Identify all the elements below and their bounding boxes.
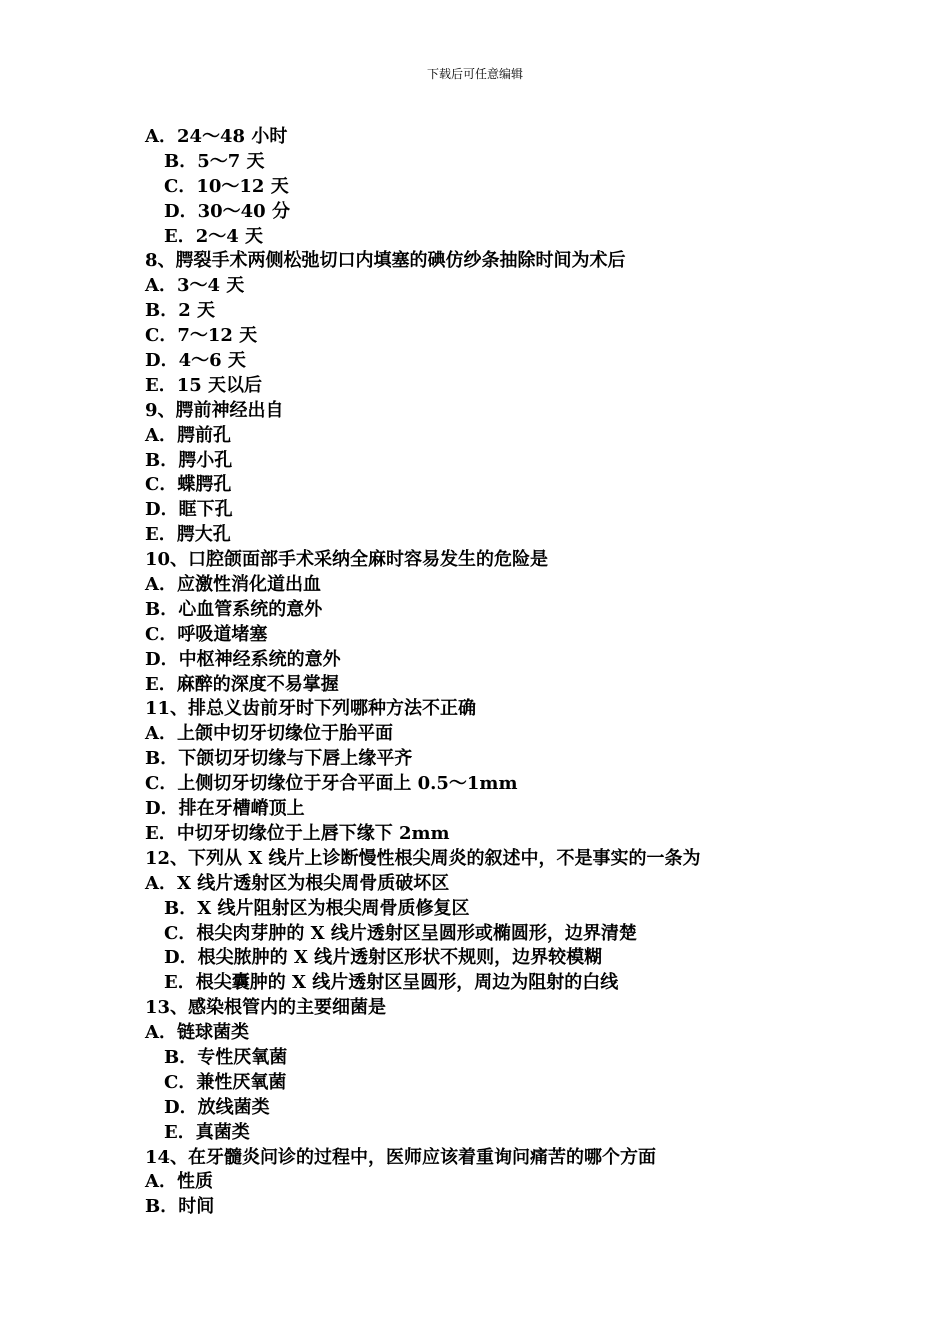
question-text: 11、排总义齿前牙时下列哪种方法不正确 <box>145 698 477 720</box>
answer-option: E．腭大孔 <box>145 524 231 546</box>
answer-option: A．3～4 天 <box>145 275 245 297</box>
answer-option: B．时间 <box>145 1196 215 1218</box>
answer-option: D．根尖脓肿的 X 线片透射区形状不规则，边界较模糊 <box>164 947 603 969</box>
answer-option: A．应激性消化道出血 <box>145 574 321 596</box>
answer-option: B．2 天 <box>145 300 216 322</box>
answer-option: D．放线菌类 <box>164 1096 270 1118</box>
answer-option: C．上侧切牙切缘位于牙合平面上 0.5～1mm <box>145 773 518 795</box>
answer-option: A．24～48 小时 <box>145 126 288 147</box>
question-text: 12、下列从 X 线片上诊断慢性根尖周炎的叙述中，不是事实的一条为 <box>145 847 701 869</box>
answer-option: D．4～6 天 <box>145 350 246 372</box>
answer-option: D．30～40 分 <box>164 200 290 222</box>
answer-option: C．呼吸道堵塞 <box>145 623 268 645</box>
question-text: 8、腭裂手术两侧松弛切口内填塞的碘仿纱条抽除时间为术后 <box>145 250 626 272</box>
document-body <box>145 125 845 1220</box>
answer-option: B．腭小孔 <box>145 449 233 471</box>
answer-option: D．眶下孔 <box>145 499 233 521</box>
answer-option: C．10～12 天 <box>164 175 289 197</box>
answer-option: B．5～7 天 <box>164 150 265 172</box>
answer-option: C．蝶腭孔 <box>145 474 232 496</box>
answer-option: C．根尖肉芽肿的 X 线片透射区呈圆形或椭圆形，边界清楚 <box>164 922 637 944</box>
answer-option: A．链球菌类 <box>145 1022 249 1044</box>
answer-option: D．排在牙槽嵴顶上 <box>145 798 305 820</box>
answer-option: C．7～12 天 <box>145 325 258 347</box>
page-header: 下载后可任意编辑 <box>426 67 523 81</box>
answer-option: B．X 线片阻射区为根尖周骨质修复区 <box>164 897 470 919</box>
answer-option: D．中枢神经系统的意外 <box>145 648 341 670</box>
answer-option: E．真菌类 <box>164 1121 250 1143</box>
question-text: 10、口腔颌面部手术采纳全麻时容易发生的危险是 <box>145 549 549 571</box>
answer-option: E．2～4 天 <box>164 225 264 247</box>
answer-option: E．中切牙切缘位于上唇下缘下 2mm <box>145 822 450 844</box>
answer-option: E．15 天以后 <box>145 374 263 396</box>
answer-option: B．专性厌氧菌 <box>164 1046 288 1068</box>
answer-option: A．腭前孔 <box>145 424 231 446</box>
answer-option: E．根尖囊肿的 X 线片透射区呈圆形，周边为阻射的白线 <box>164 972 619 994</box>
answer-option: B．心血管系统的意外 <box>145 598 323 620</box>
question-text: 9、腭前神经出自 <box>145 399 284 421</box>
question-text: 14、在牙髓炎问诊的过程中，医师应该着重询问痛苦的哪个方面 <box>145 1146 657 1168</box>
answer-option: A．性质 <box>145 1171 213 1193</box>
answer-option: E．麻醉的深度不易掌握 <box>145 673 339 695</box>
answer-option: C．兼性厌氧菌 <box>164 1071 287 1093</box>
answer-option: A．上颌中切牙切缘位于胎平面 <box>145 723 393 745</box>
answer-option: A．X 线片透射区为根尖周骨质破坏区 <box>145 872 450 894</box>
question-text: 13、感染根管内的主要细菌是 <box>145 997 387 1019</box>
answer-option: B．下颌切牙切缘与下唇上缘平齐 <box>145 748 413 770</box>
